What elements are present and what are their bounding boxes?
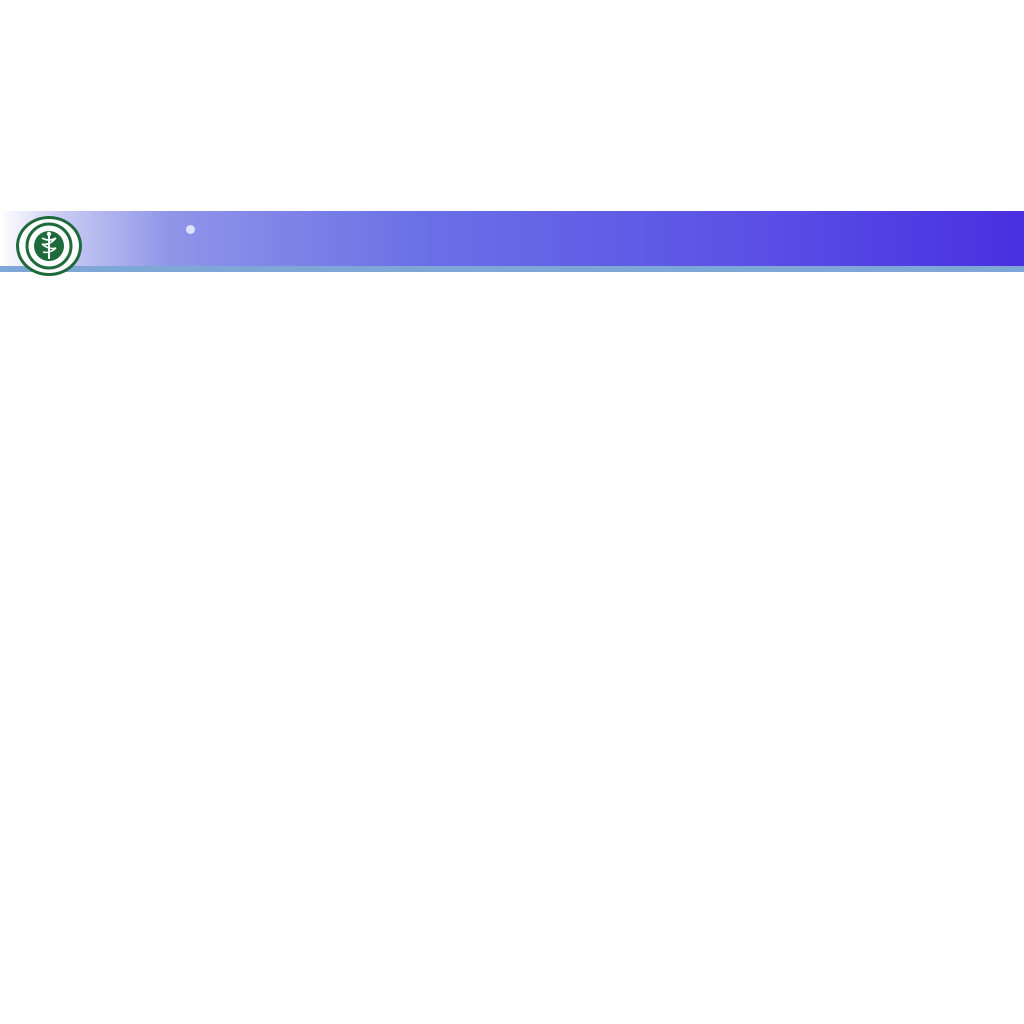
table-row [14, 674, 1018, 700]
table-row [14, 362, 1018, 388]
table-row [14, 596, 1018, 622]
header-divider [0, 266, 1024, 272]
header-banner [0, 211, 1024, 266]
table-row [14, 332, 1018, 362]
table-row [14, 700, 1018, 726]
ministry-logo [16, 216, 82, 276]
table-row [14, 544, 1018, 570]
table-row [14, 492, 1018, 518]
details-table [14, 332, 1018, 804]
table-row [14, 726, 1018, 752]
ministry-emblem-icon [25, 222, 73, 270]
table-row [14, 466, 1018, 492]
table-row [14, 622, 1018, 648]
table-row [14, 752, 1018, 778]
bullet-dot-icon [186, 225, 195, 234]
table-row [14, 388, 1018, 414]
table-row [14, 414, 1018, 440]
table-row [14, 570, 1018, 596]
table-row [14, 778, 1018, 804]
table-row [14, 648, 1018, 674]
table-row [14, 518, 1018, 544]
table-row [14, 440, 1018, 466]
